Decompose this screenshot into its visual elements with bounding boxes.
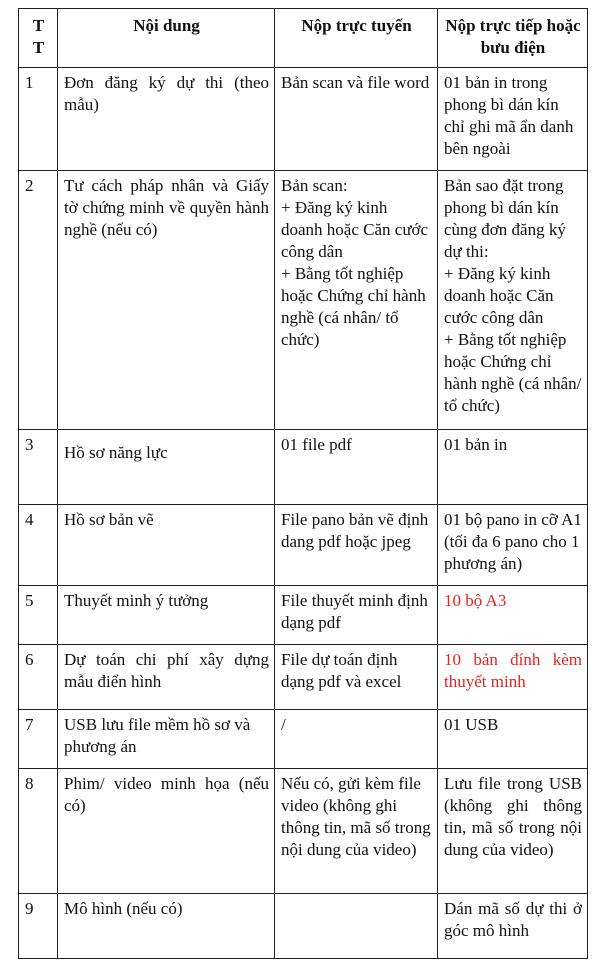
header-stt: T T	[19, 9, 58, 68]
row-online	[275, 894, 438, 959]
row-number: 6	[19, 645, 58, 710]
table-row	[19, 586, 588, 645]
row-online: File dự toán định dạng pdf và excel	[275, 645, 438, 710]
table-row	[19, 430, 588, 505]
header-direct: Nộp trực tiếp hoặc bưu điện	[438, 9, 588, 68]
row-direct-highlight: 10 bộ A3	[438, 586, 588, 645]
row-direct: Lưu file trong USB (không ghi thông tin, mã số trong nội dung của video)	[438, 769, 588, 894]
row-number: 1	[19, 68, 58, 171]
table-row	[19, 894, 588, 959]
header-online: Nộp trực tuyến	[275, 9, 438, 68]
row-direct	[438, 171, 588, 430]
row-content: Dự toán chi phí xây dựng mẫu điển hình	[58, 645, 275, 710]
table-row	[19, 68, 588, 171]
direct-line: + Bằng tốt nghiệp hoặc Chứng chỉ hành nghề (cá nhân/ tổ chức)	[444, 330, 582, 415]
row-online: 01 file pdf	[275, 430, 438, 505]
row-direct-highlight: 10 bản đính kèm thuyết minh	[438, 645, 588, 710]
submission-requirements-table	[18, 8, 588, 959]
row-online: Nếu có, gửi kèm file video (không ghi thông tin, mã số trong nội dung của video)	[275, 769, 438, 894]
table-header-row	[19, 9, 588, 68]
table-row	[19, 769, 588, 894]
row-direct: 01 USB	[438, 710, 588, 769]
row-content: Thuyết minh ý tưởng	[58, 586, 275, 645]
row-number: 4	[19, 505, 58, 586]
row-content: USB lưu file mềm hồ sơ và phương án	[58, 710, 275, 769]
row-direct: 01 bản in	[438, 430, 588, 505]
row-content: Hồ sơ năng lực	[58, 430, 275, 505]
online-line: + Đăng ký kinh doanh hoặc Căn cước công dân	[281, 198, 429, 261]
header-content: Nội dung	[58, 9, 275, 68]
direct-line: + Đăng ký kinh doanh hoặc Căn cước công dân	[444, 264, 554, 327]
row-online: Bản scan và file word	[275, 68, 438, 171]
row-direct: Dán mã số dự thi ở góc mô hình	[438, 894, 588, 959]
online-line: Bản scan:	[281, 176, 348, 195]
row-content: Hồ sơ bản vẽ	[58, 505, 275, 586]
table-row	[19, 505, 588, 586]
row-number: 5	[19, 586, 58, 645]
table-row	[19, 710, 588, 769]
table-row	[19, 171, 588, 430]
row-content: Tư cách pháp nhân và Giấy tờ chứng minh về quyền hành nghề (nếu có)	[58, 171, 275, 430]
row-content: Mô hình (nếu có)	[58, 894, 275, 959]
row-direct: 01 bản in trong phong bì dán kín chỉ ghi mã ẩn danh bên ngoài	[438, 68, 588, 171]
row-number: 8	[19, 769, 58, 894]
row-number: 7	[19, 710, 58, 769]
row-number: 3	[19, 430, 58, 505]
row-content: Phim/ video minh họa (nếu có)	[58, 769, 275, 894]
online-line: + Bằng tốt nghiệp hoặc Chứng chỉ hành nghề (cá nhân/ tổ chức)	[281, 264, 426, 349]
row-online	[275, 171, 438, 430]
row-direct: 01 bộ pano in cỡ A1 (tối đa 6 pano cho 1 phương án)	[438, 505, 588, 586]
table-row	[19, 645, 588, 710]
row-online: File thuyết minh định dạng pdf	[275, 586, 438, 645]
row-number: 2	[19, 171, 58, 430]
row-online: /	[275, 710, 438, 769]
direct-line: Bản sao đặt trong phong bì dán kín cùng đơn đăng ký dự thi:	[444, 176, 566, 261]
row-number: 9	[19, 894, 58, 959]
row-online: File pano bản vẽ định dang pdf hoặc jpeg	[275, 505, 438, 586]
row-content: Đơn đăng ký dự thi (theo mẫu)	[58, 68, 275, 171]
